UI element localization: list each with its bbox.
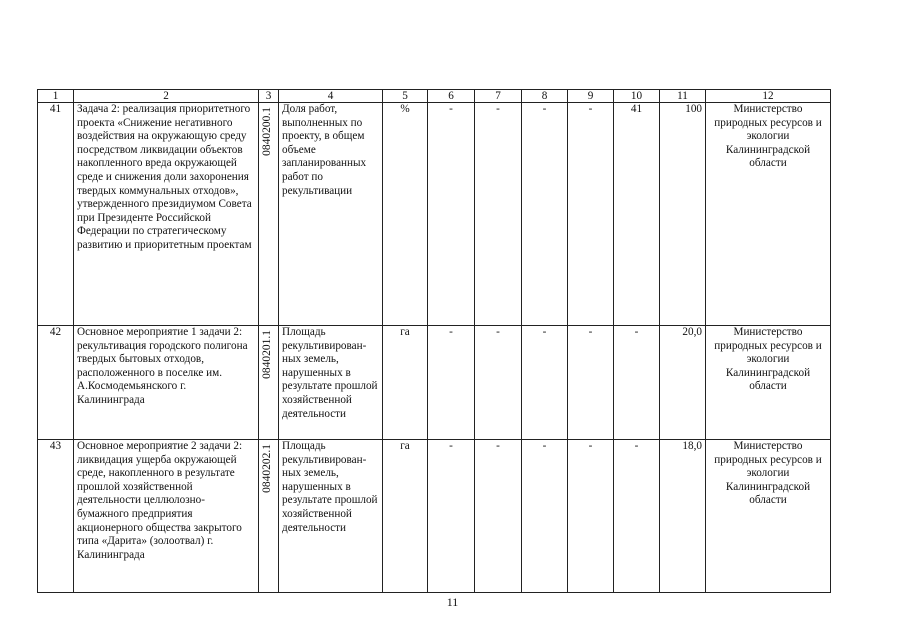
- row-number: 43: [38, 440, 74, 593]
- header-cell: 8: [522, 90, 568, 103]
- value-col8: -: [522, 326, 568, 440]
- responsible-org: Министерство природных ресурсов и экологии Калининградской области: [706, 103, 831, 326]
- responsible-org: Министерство природных ресурсов и экологии Калининградской области: [706, 326, 831, 440]
- unit: %: [383, 103, 428, 326]
- value-col7: -: [475, 440, 522, 593]
- table-row: [38, 103, 831, 326]
- indicator-table: [37, 89, 831, 593]
- header-cell: 4: [279, 90, 383, 103]
- value-col11: 20,0: [660, 326, 706, 440]
- header-cell: 7: [475, 90, 522, 103]
- row-number: 41: [38, 103, 74, 326]
- value-col7: -: [475, 326, 522, 440]
- header-cell: 1: [38, 90, 74, 103]
- table-row: [38, 326, 831, 440]
- header-cell: 6: [428, 90, 475, 103]
- indicator-name: Площадь рекультивирован-ных земель, нарушенных в результате прошлой хозяйственной деятельности: [279, 440, 383, 593]
- value-col6: -: [428, 440, 475, 593]
- header-cell: 12: [706, 90, 831, 103]
- value-col6: -: [428, 326, 475, 440]
- code-cell: [259, 326, 279, 440]
- header-cell: 11: [660, 90, 706, 103]
- value-col7: -: [475, 103, 522, 326]
- unit: га: [383, 440, 428, 593]
- header-cell: 2: [74, 90, 259, 103]
- value-col8: -: [522, 440, 568, 593]
- task-name: Основное мероприятие 2 задачи 2: ликвидация ущерба окружающей среде, накопленного в результате прошлой хозяйственной деятельности целлюлозно-бумажного предприятия акционерного общества закрытого типа «Дарита» (золоотвал) г. Калининграда: [74, 440, 259, 593]
- header-cell: 10: [614, 90, 660, 103]
- header-cell: 5: [383, 90, 428, 103]
- code-cell: [259, 440, 279, 593]
- table-row: [38, 440, 831, 593]
- value-col10: 41: [614, 103, 660, 326]
- value-col11: 100: [660, 103, 706, 326]
- value-col6: -: [428, 103, 475, 326]
- task-name: Задача 2: реализация приоритетного проекта «Снижение негативного воздействия на окружающую среду посредством ликвидации объектов накопленного вреда окружающей среде и снижения доли захоронения твердых коммунальных отходов», утвержденного президиумом Совета при Президенте Российской Федерации по стратегическому развитию и приоритетным проектам: [74, 103, 259, 326]
- value-col10: -: [614, 326, 660, 440]
- value-col8: -: [522, 103, 568, 326]
- task-name: Основное мероприятие 1 задачи 2: рекультивация городского полигона твердых бытовых отходов, расположенного в поселке им. А.Космодемьянского г. Калининграда: [74, 326, 259, 440]
- code-cell: [259, 103, 279, 326]
- indicator-name: Площадь рекультивирован-ных земель, нарушенных в результате прошлой хозяйственной деятельности: [279, 326, 383, 440]
- program-code: 0840201.1: [261, 330, 273, 379]
- unit: га: [383, 326, 428, 440]
- row-number: 42: [38, 326, 74, 440]
- responsible-org: Министерство природных ресурсов и экологии Калининградской области: [706, 440, 831, 593]
- program-code: 0840202.1: [261, 444, 273, 493]
- value-col9: -: [568, 440, 614, 593]
- value-col9: -: [568, 326, 614, 440]
- value-col10: -: [614, 440, 660, 593]
- header-cell: 9: [568, 90, 614, 103]
- header-cell: 3: [259, 90, 279, 103]
- value-col11: 18,0: [660, 440, 706, 593]
- header-row: [38, 90, 831, 103]
- program-code: 0840200.1: [261, 107, 273, 156]
- value-col9: -: [568, 103, 614, 326]
- page-number: 11: [446, 595, 459, 609]
- indicator-name: Доля работ, выполненных по проекту, в общем объеме запланированных работ по рекультивации: [279, 103, 383, 326]
